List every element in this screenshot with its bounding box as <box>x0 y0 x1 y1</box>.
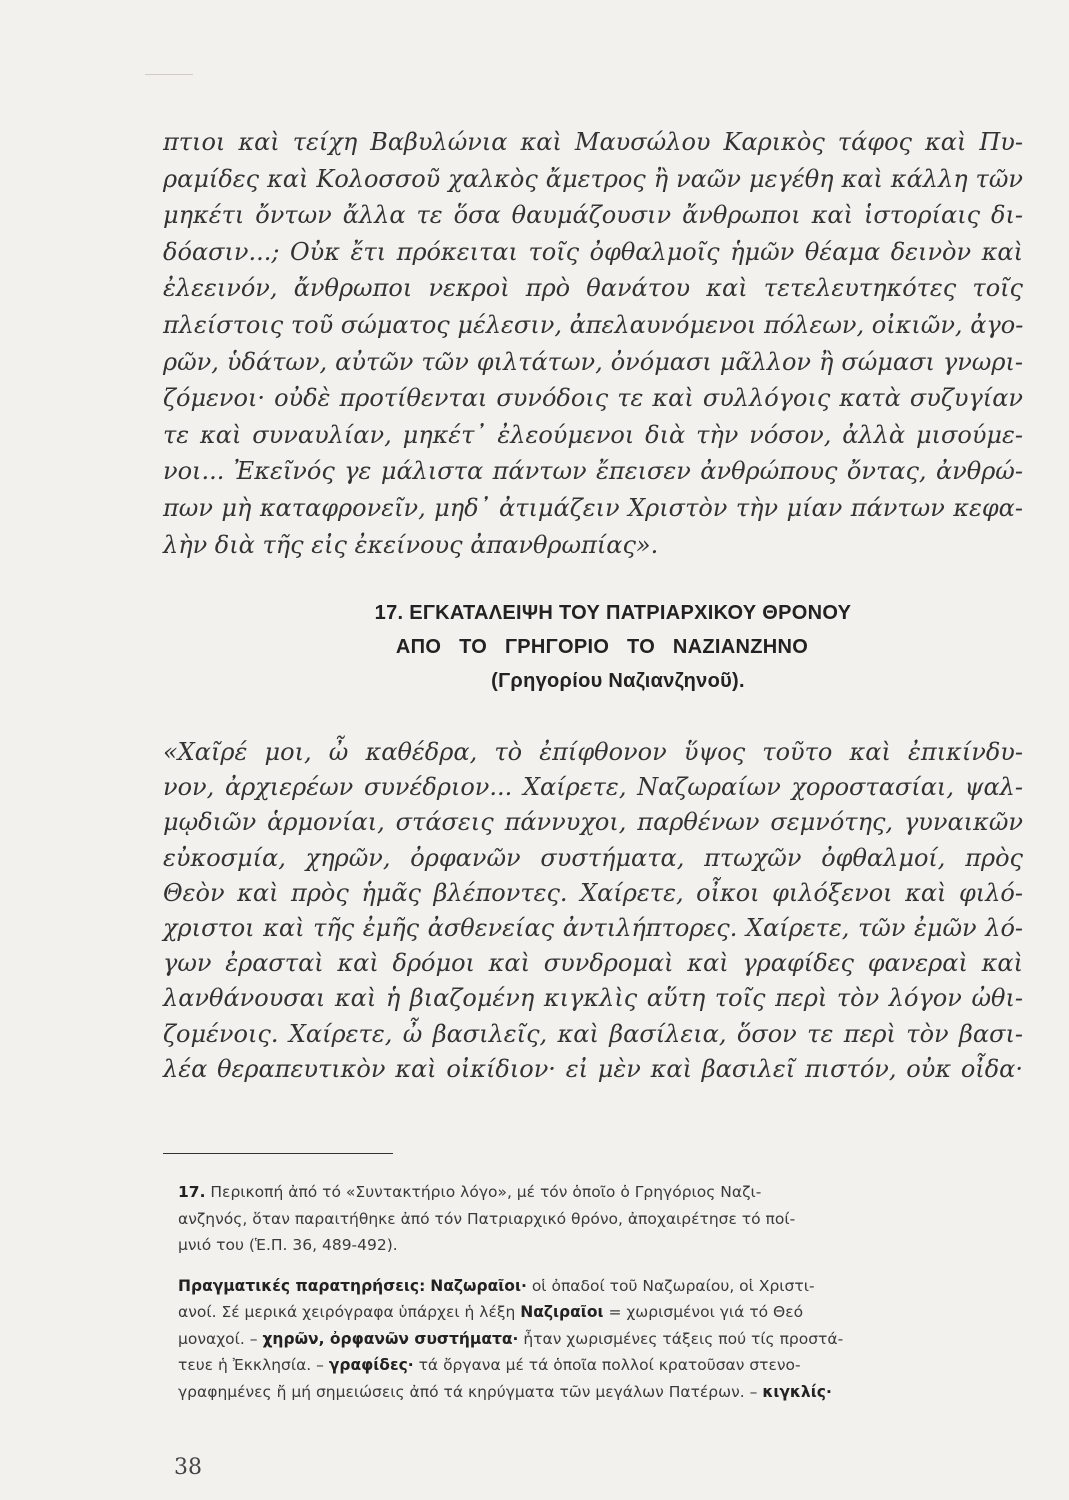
footnote-line: Πραγματικές παρατηρήσεις: Ναζωραῖοι· οἱ ὀπαδοί τοῦ Ναζωραίου, οἱ Χριστι- <box>178 1276 815 1295</box>
footnote-remarks <box>178 1276 1046 1410</box>
heading-line-2: ΑΠΟ ΤΟ ΓΡΗΓΟΡΙΟ ΤΟ ΝΑΖΙΑΝΖΗΝΟ <box>395 636 809 658</box>
text-line: νον, ἀρχιερέων συνέδριον... Χαίρετε, Ναζωραίων χοροστασίαι, ψαλ- <box>163 773 1023 802</box>
page-number: 38 <box>174 1455 202 1480</box>
footnote-line: μνιό του (Ἑ.Π. 36, 489-492). <box>178 1236 398 1254</box>
text-line: δόασιν...; Οὐκ ἔτι πρόκειται τοῖς ὀφθαλμοῖς ἡμῶν θέαμα δεινὸν καὶ <box>163 237 1023 266</box>
text-line: πτιοι καὶ τείχη Βαβυλώνια καὶ Μαυσώλου Καρικὸς τάφος καὶ Πυ- <box>163 128 1023 156</box>
text-line: ρῶν, ὑδάτων, αὐτῶν τῶν φιλτάτων, ὀνόμασι μᾶλλον ἢ σώμασι γνωρι- <box>163 347 1023 376</box>
quote-top-paragraph <box>163 128 1023 567</box>
text-line: γων ἐρασταὶ καὶ δρόμοι καὶ συνδρομαὶ καὶ γραφίδες φανεραὶ καὶ <box>163 949 1023 978</box>
text-line: εὐκοσμία, χηρῶν, ὀρφανῶν συστήματα, πτωχῶν ὀφθαλμοί, πρὸς <box>163 843 1023 872</box>
footnote-line: μοναχοί. – χηρῶν, ὀρφανῶν συστήματα· ἦταν χωρισμένες τάξεις πού τίς προστά- <box>178 1329 844 1348</box>
text-line: λανθάνουσαι καὶ ἡ βιαζομένη κιγκλὶς αὕτη τοῖς περὶ τὸν λόγον ὠθι- <box>163 984 1023 1013</box>
footnotes <box>178 1183 1046 1409</box>
heading-line-3: (Γρηγορίου Ναζιανζηνοῦ). <box>491 670 745 692</box>
text-line: ζομένοις. Χαίρετε, ὦ βασιλεῖς, καὶ βασίλεια, ὅσον τε περὶ τὸν βασι- <box>163 1019 1023 1048</box>
text-line: μηκέτι ὄντων ἄλλα τε ὅσα θαυμάζουσιν ἄνθρωποι καὶ ἱστορίαις δι- <box>163 201 1023 230</box>
text-line: ἐλεεινόν, ἄνθρωποι νεκροὶ πρὸ θανάτου καὶ τετελευτηκότες τοῖς <box>163 274 1023 303</box>
text-line: Θεὸν καὶ πρὸς ἡμᾶς βλέποντες. Χαίρετε, οἶκοι φιλόξενοι καὶ φιλό- <box>163 878 1023 907</box>
footnote-line: ανοί. Σέ μερικά χειρόγραφα ὑπάρχει ἡ λέξη Ναζιραῖοι = χωρισμένοι γιά τό Θεό <box>178 1303 804 1321</box>
text-line: μῳδιῶν ἁρμονίαι, στάσεις πάννυχοι, παρθένων σεμνότης, γυναικῶν <box>163 808 1023 837</box>
text-line: τε καὶ συναυλίαν, μηκέτ᾽ ἐλεούμενοι διὰ τὴν νόσον, ἀλλὰ μισούμε- <box>163 420 1023 449</box>
heading-line-1: 17. ΕΓΚΑΤΑΛΕΙΨΗ ΤΟΥ ΠΑΤΡΙΑΡΧΙΚΟΥ ΘΡΟΝΟΥ <box>374 602 852 624</box>
footnote-line: ανζηνός, ὅταν παραιτήθηκε ἀπό τόν Πατριαρχικό θρόνο, ἀποχαιρέτησε τό ποί- <box>178 1209 796 1228</box>
text-line: πων μὴ καταφρονεῖν, μηδ᾽ ἀτιμάζειν Χριστὸν τὴν μίαν πάντων κεφα- <box>163 493 1023 522</box>
text-line: λέα θεραπευτικὸν καὶ οἰκίδιον· εἰ μὲν καὶ βασιλεῖ πιστόν, οὐκ οἶδα· <box>163 1054 1023 1083</box>
text-line: λὴν διὰ τῆς εἰς ἐκείνους ἀπανθρωπίας». <box>163 530 659 559</box>
section-heading <box>163 602 1023 704</box>
text-line: χριστοι καὶ τῆς ἐμῆς ἀσθενείας ἀντιλήπτορες. Χαίρετε, τῶν ἐμῶν λό- <box>163 913 1023 942</box>
footnote-17 <box>178 1183 1046 1263</box>
text-line: πλείστοις τοῦ σώματος μέλεσιν, ἀπελαυνόμενοι πόλεων, οἰκιῶν, ἀγο- <box>163 310 1024 339</box>
footnote-line: τευε ἡ Ἐκκλησία. – γραφίδες· τά ὄργανα μέ τά ὁποῖα πολλοί κρατοῦσαν στενο- <box>178 1356 801 1374</box>
footnote-line: 17. Περικοπή ἀπό τό «Συντακτήριο λόγο», μέ τόν ὁποῖο ὁ Γρηγόριος Ναζι- <box>178 1183 762 1201</box>
footnote-number: 17. <box>178 1183 206 1201</box>
text-line: «Χαῖρέ μοι, ὦ καθέδρα, τὸ ἐπίφθονον ὕψος τοῦτο καὶ ἐπικίνδυ- <box>163 738 1023 766</box>
text-line: νοι... Ἐκεῖνός γε μάλιστα πάντων ἔπεισεν ἀνθρώπους ὄντας, ἀνθρώ- <box>163 457 1023 486</box>
text-line: ραμίδες καὶ Κολοσσοῦ χαλκὸς ἄμετρος ἢ ναῶν μεγέθη καὶ κάλλη τῶν <box>163 164 1023 193</box>
footnote-line: γραφημένες ἤ μή σημειώσεις ἀπό τά κηρύγματα τῶν μεγάλων Πατέρων. – κιγκλίς· <box>178 1382 832 1401</box>
scan-artifact-line <box>145 74 193 75</box>
text-line: ζόμενοι· οὐδὲ προτίθενται συνόδοις τε καὶ συλλόγοις κατὰ συζυγίαν <box>163 384 1023 413</box>
quote-bottom-paragraph <box>163 738 1023 1090</box>
footnote-divider <box>163 1153 393 1154</box>
